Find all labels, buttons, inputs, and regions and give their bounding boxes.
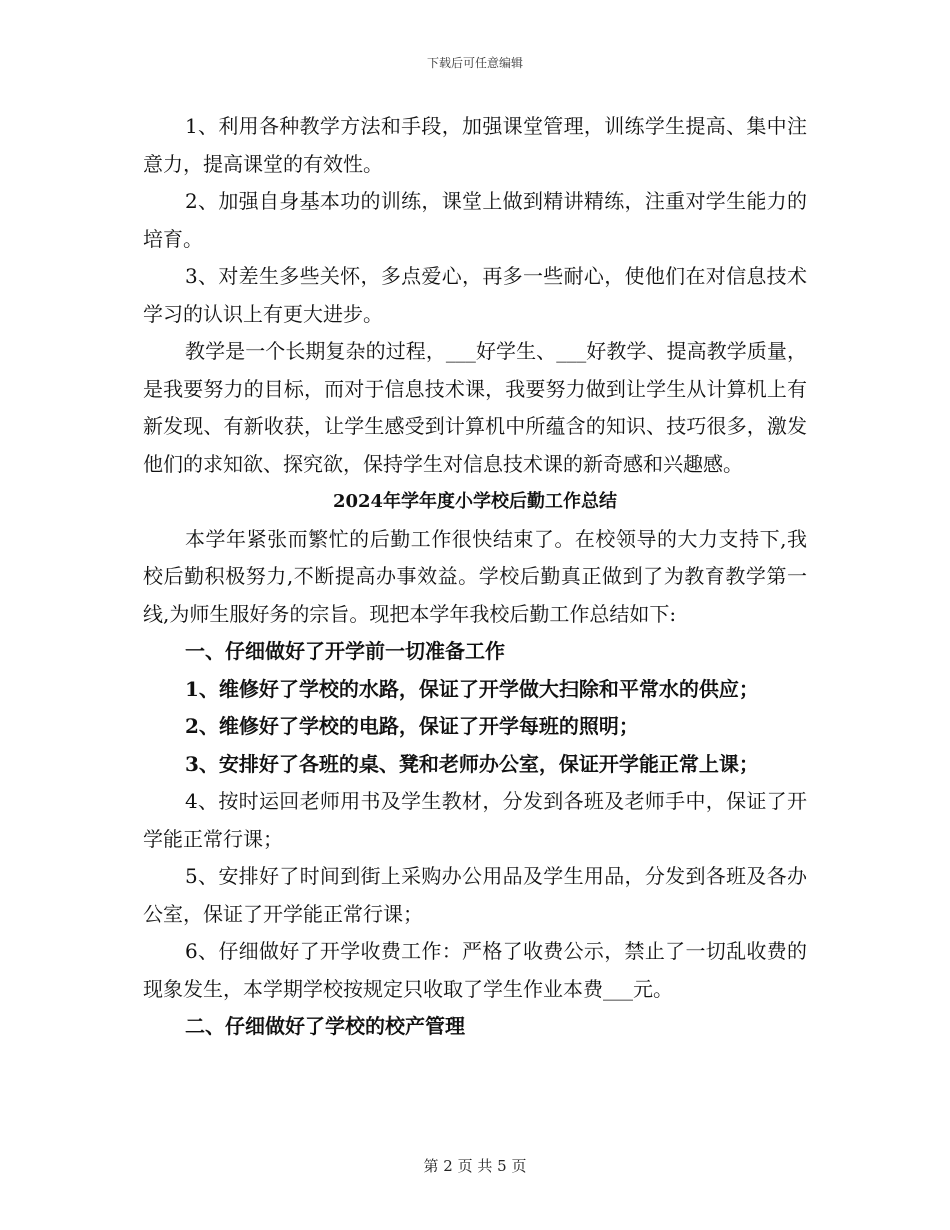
section2-heading: 二、仔细做好了学校的校产管理: [185, 1014, 465, 1038]
section1-item-6: 6、仔细做好了开学收费工作：严格了收费公示，禁止了一切乱收费的现象发生，本学期学校按规定只收取了学生作业本费___元。: [143, 939, 807, 1001]
page-header: 下载后可任意编辑: [426, 56, 523, 70]
section1-item-1: 1、维修好了学校的水路，保证了开学做大扫除和平常水的供应；: [185, 676, 759, 701]
section1-heading: 一、仔细做好了开学前一切准备工作: [185, 639, 505, 663]
section1-item-2: 2、维修好了学校的电路，保证了开学每班的照明；: [185, 714, 639, 738]
paragraph-item-3: 3、对差生多些关怀，多点爱心，再多一些耐心，使他们在对信息技术学习的认识上有更大进步。: [143, 264, 807, 326]
intro-paragraph: 本学年紧张而繁忙的后勤工作很快结束了。在校领导的大力支持下,我校后勤积极努力,不断提高办事效益。学校后勤真正做到了为教育教学第一线,为师生服好务的宗旨。现把本学年我校后勤工作总结如下:: [143, 526, 807, 626]
section1-item-3: 3、安排好了各班的桌、凳和老师办公室，保证开学能正常上课；: [185, 751, 759, 776]
document-body: [143, 108, 807, 1046]
section1-item-5: 5、安排好了时间到街上采购办公用品及学生用品，分发到各班及各办公室，保证了开学能正常行课；: [143, 864, 807, 926]
page-footer: 第 2 页 共 5 页: [423, 1157, 527, 1175]
paragraph-conclusion: 教学是一个长期复杂的过程，___好学生、___好教学、提高教学质量，是我要努力的目标，而对于信息技术课，我要努力做到让学生从计算机上有新发现、有新收获，让学生感受到计算机中所蕴含的知识、技巧很多，激发他们的求知欲、探究欲，保持学生对信息技术课的新奇感和兴趣感。: [143, 339, 807, 476]
section1-item-4: 4、按时运回老师用书及学生教材，分发到各班及老师手中，保证了开学能正常行课；: [143, 789, 807, 851]
section-title: 2024年学年度小学校后勤工作总结: [332, 491, 618, 512]
paragraph-item-1: 1、利用各种教学方法和手段，加强课堂管理，训练学生提高、集中注意力，提高课堂的有效性。: [143, 114, 807, 176]
paragraph-item-2: 2、加强自身基本功的训练，课堂上做到精讲精练，注重对学生能力的培育。: [143, 189, 807, 251]
